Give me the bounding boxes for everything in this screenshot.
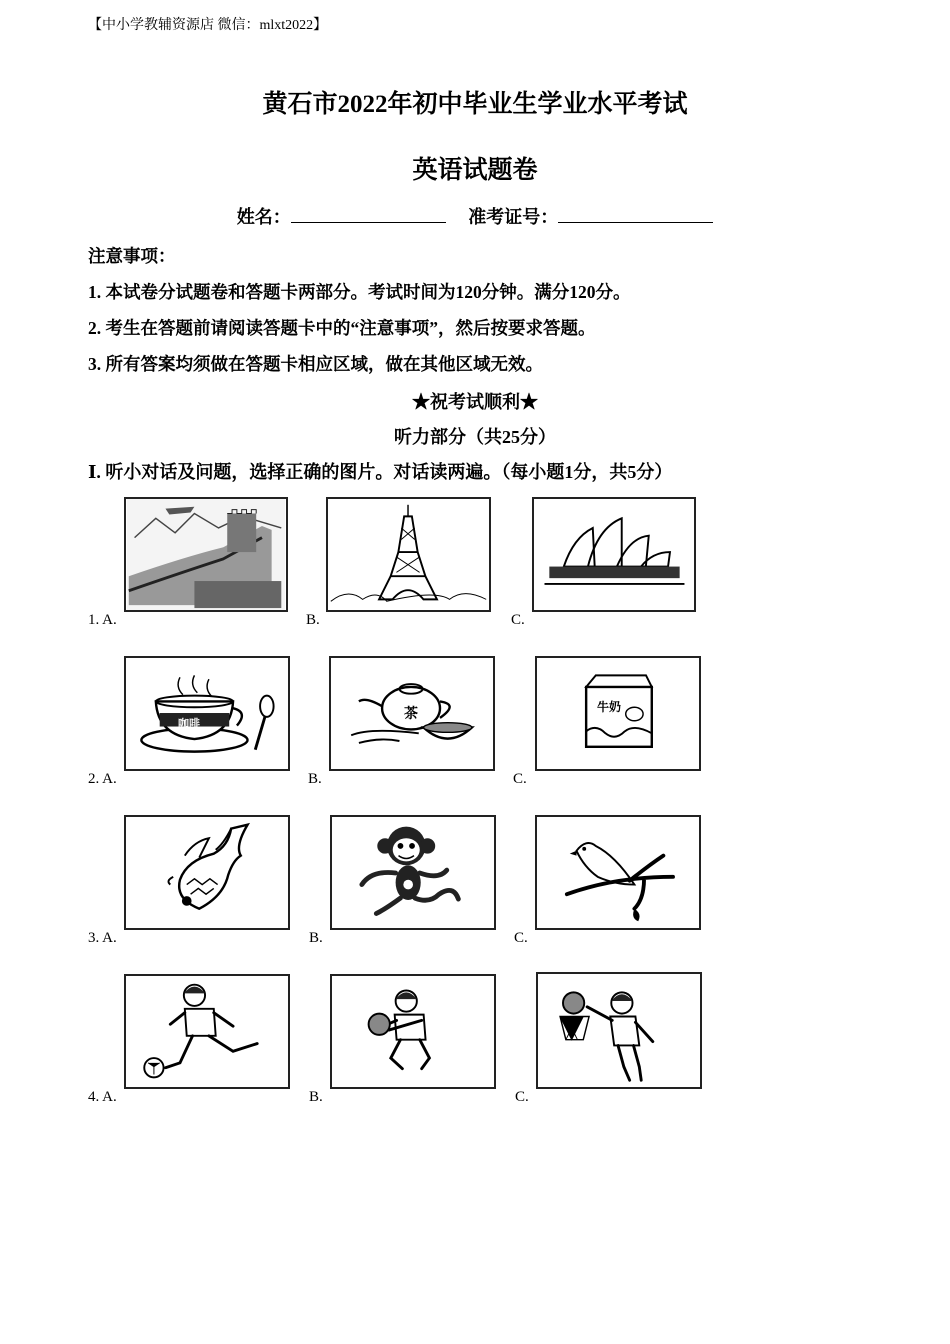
coffee-text: 咖啡: [178, 718, 200, 730]
q2-label-a: 2. A.: [88, 771, 117, 787]
q2-label-c: C.: [513, 771, 527, 787]
boy-soccer-image: [124, 974, 290, 1089]
eiffel-tower-image: [326, 497, 491, 612]
notes-heading: 注意事项：: [88, 246, 176, 266]
milk-text: 牛奶: [597, 700, 622, 714]
q3-label-c: C.: [514, 930, 528, 946]
q3-label-b: B.: [309, 930, 323, 946]
coffee-cup-image: [124, 656, 290, 771]
q3-label-a: 3. A.: [88, 930, 117, 946]
q4-label-a: 4. A.: [88, 1089, 117, 1105]
header-note: 【中小学教辅资源店 微信：mlxt2022】: [88, 18, 328, 33]
q4-label-b: B.: [309, 1089, 323, 1105]
tea-text: 茶: [404, 707, 418, 722]
name-blank: [291, 204, 446, 223]
fish-image: [124, 815, 290, 930]
exam-id-blank: [558, 204, 713, 223]
name-line: [0, 203, 950, 229]
page-subtitle: 英语试题卷: [412, 157, 538, 184]
bird-image: [535, 815, 701, 930]
q1-label-b: B.: [306, 612, 320, 628]
tea-pot-image: [329, 656, 495, 771]
name-label: 姓名：: [236, 207, 291, 227]
milk-carton-image: [535, 656, 701, 771]
monkey-image: [330, 815, 496, 930]
boy-volleyball-image: [330, 974, 496, 1089]
listening-title: 听力部分（共25分）: [394, 427, 556, 447]
page-title: 黄石市2022年初中毕业生学业水平考试: [262, 91, 688, 118]
note-item: 3. 所有答案均须做在答题卡相应区域，做在其他区域无效。: [88, 354, 543, 374]
sydney-opera-house-image: [532, 497, 696, 612]
note-item: 2. 考生在答题前请阅读答题卡中的“注意事项”，然后按要求答题。: [88, 318, 596, 338]
q1-label-c: C.: [511, 612, 525, 628]
note-item: 1. 本试卷分试题卷和答题卡两部分。考试时间为120分钟。满分120分。: [88, 282, 631, 302]
boy-basketball-image: [536, 972, 702, 1089]
exam-id-label: 准考证号：: [468, 207, 559, 227]
q1-label-a: 1. A.: [88, 612, 117, 628]
great-wall-image: [124, 497, 288, 612]
blessing: ★祝考试顺利★: [412, 392, 538, 412]
q2-label-b: B.: [308, 771, 322, 787]
q4-label-c: C.: [515, 1089, 529, 1105]
section-instruction: Ⅰ. 听小对话及问题，选择正确的图片。对话读两遍。（每小题1分，共5分）: [88, 462, 673, 482]
